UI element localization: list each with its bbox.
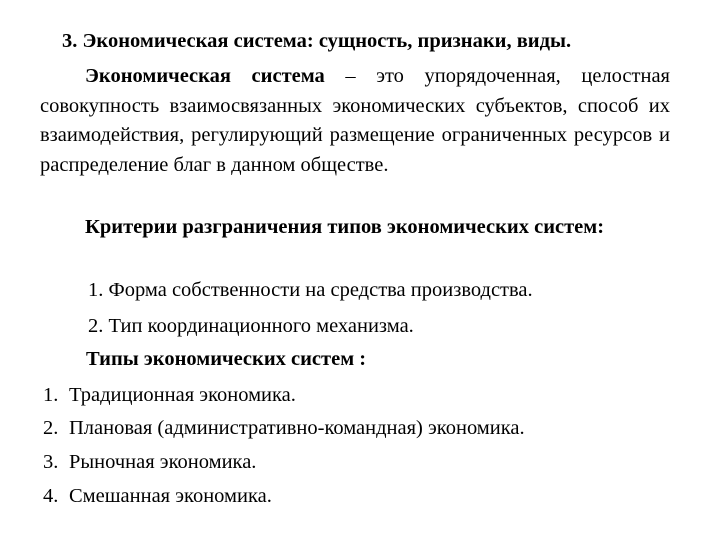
list-item-label: Плановая (административно-командная) экономика. — [69, 417, 525, 439]
types-list-item — [43, 381, 296, 409]
list-item-label: Смешанная экономика. — [69, 485, 272, 507]
definition-term: Экономическая система — [85, 65, 325, 87]
criteria-item-2: 2. Тип координационного механизма. — [88, 315, 414, 337]
list-item-label: Рыночная экономика. — [69, 451, 257, 473]
types-list-item — [43, 414, 525, 442]
list-item-number: 4. — [43, 485, 59, 507]
list-item-number: 3. — [43, 451, 59, 473]
definition-text: – это упорядоченная, целостная совокупность взаимосвязанных экономических субъектов, способ их взаимодействия, регулирующий размещение ограниченных ресурсов и распределение благ в данном обществе. — [40, 65, 670, 176]
list-item-number: 2. — [43, 417, 59, 439]
definition-paragraph — [40, 62, 670, 180]
list-item-label: Традиционная экономика. — [69, 384, 296, 406]
list-item-number: 1. — [43, 384, 59, 406]
criteria-heading: Критерии разграничения типов экономических систем: — [85, 216, 605, 238]
types-list-item — [43, 448, 256, 476]
slide-title: 3. Экономическая система: сущность, признаки, виды. — [62, 30, 572, 52]
types-list-item — [43, 482, 272, 510]
criteria-item-1: 1. Форма собственности на средства производства. — [88, 279, 533, 301]
types-heading: Типы экономических систем : — [86, 348, 367, 370]
